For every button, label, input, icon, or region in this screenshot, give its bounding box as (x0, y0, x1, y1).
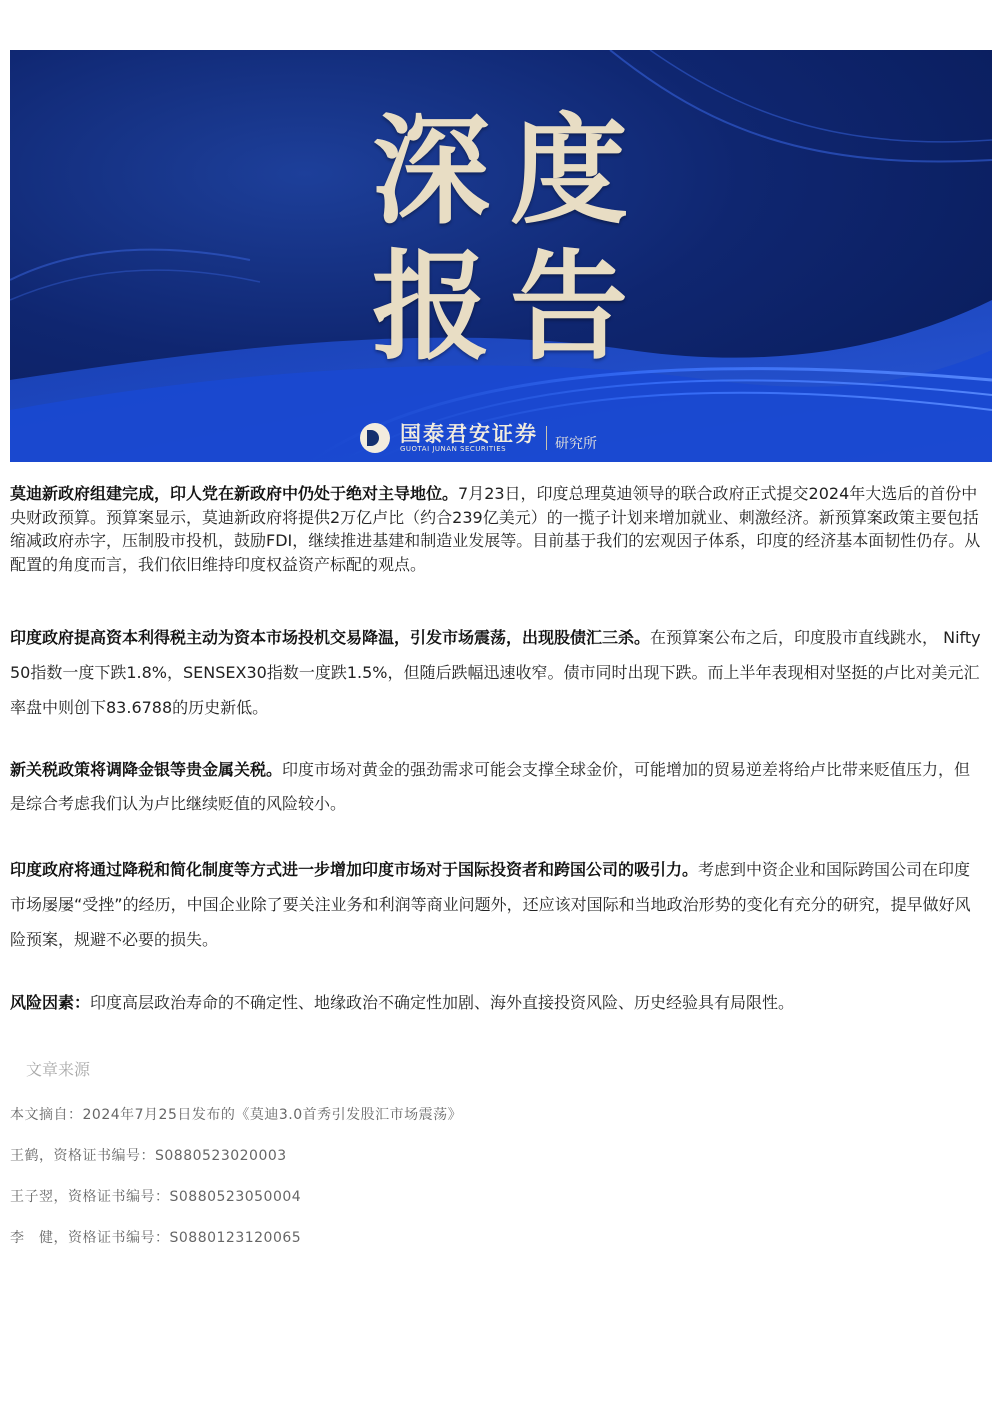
banner-wave-graphic (10, 50, 992, 462)
paragraph-body: 7月23日，印度总理莫迪领导的联合政府正式提交2024年大选后的首份中央财政预算。预算案显示，莫迪新政府将提供2万亿卢比（约合239亿美元）的一揽子计划来增加就业、刺激经济。新预算案政策主要包括缩减政府赤字，压制股市投机，鼓励FDI，继续推进基建和制造业发展等。目前基于我们的宏观因子体系，印度的经济基本面韧性仍存。从配置的角度而言，我们依旧维持印度权益资产标配的观点。 (10, 484, 981, 574)
article-paragraph (10, 482, 982, 576)
paragraph-lead: 风险因素： (10, 993, 91, 1012)
banner-title-char: 深 (372, 101, 491, 240)
logo-divider (546, 426, 547, 450)
article-paragraph (10, 985, 982, 1020)
article-paragraph (10, 753, 982, 821)
article-paragraph (10, 620, 982, 725)
article-paragraph (10, 852, 982, 957)
logo-institute: 研究所 (555, 436, 597, 452)
paragraph-body: 印度高层政治寿命的不确定性、地缘政治不确定性加剧、海外直接投资风险、历史经验具有局限性。 (90, 993, 795, 1012)
analyst-line: 王子翌，资格证书编号：S0880523050004 (10, 1189, 302, 1205)
paragraph-body: 考虑到中资企业和国际跨国公司在印度市场屡屡“受挫”的经历，中国企业除了要关注业务和利润等商业问题外，还应该对国际和当地政治形势的变化有充分的研究，提早做好风险预案，规避不必要的损失。 (10, 860, 971, 949)
paragraph-lead: 莫迪新政府组建完成，印人党在新政府中仍处于绝对主导地位。 (10, 484, 459, 503)
analyst-line: 王鹤，资格证书编号：S0880523020003 (10, 1148, 287, 1164)
logo-company-name: 国泰君安证券 (400, 421, 538, 446)
company-logo (360, 420, 597, 456)
paragraph-lead: 印度政府提高资本利得税主动为资本市场投机交易降温，引发市场震荡，出现股债汇三杀。 (10, 628, 651, 647)
report-banner (10, 50, 992, 462)
source-line: 本文摘自：2024年7月25日发布的《莫迪3.0首秀引发股汇市场震荡》 (10, 1107, 463, 1123)
logo-company-english: GUOTAI JUNAN SECURITIES (400, 444, 507, 453)
source-heading: 文章来源 (26, 1060, 91, 1079)
banner-title-char: 告 (510, 237, 629, 376)
analyst-line: 李 健，资格证书编号：S0880123120065 (10, 1230, 302, 1246)
paragraph-body: 印度市场对黄金的强劲需求可能会支撑全球金价，可能增加的贸易逆差将给卢比带来贬值压力，但是综合考虑我们认为卢比继续贬值的风险较小。 (10, 760, 971, 813)
paragraph-lead: 印度政府将通过降税和简化制度等方式进一步增加印度市场对于国际投资者和跨国公司的吸引力。 (10, 860, 699, 879)
paragraph-body: 在预算案公布之后，印度股市直线跳水， Nifty 50指数一度下跌1.8%，SENSEX30指数一度跌1.5%，但随后跌幅迅速收窄。债市同时出现下跌。而上半年表现相对坚挺的卢比对美元汇率盘中则创下83.6788的历史新低。 (10, 628, 981, 717)
banner-title-char: 报 (372, 237, 491, 376)
logo-mark-icon (360, 423, 390, 453)
banner-title-char: 度 (510, 101, 629, 240)
paragraph-lead: 新关税政策将调降金银等贵金属关税。 (10, 760, 283, 779)
